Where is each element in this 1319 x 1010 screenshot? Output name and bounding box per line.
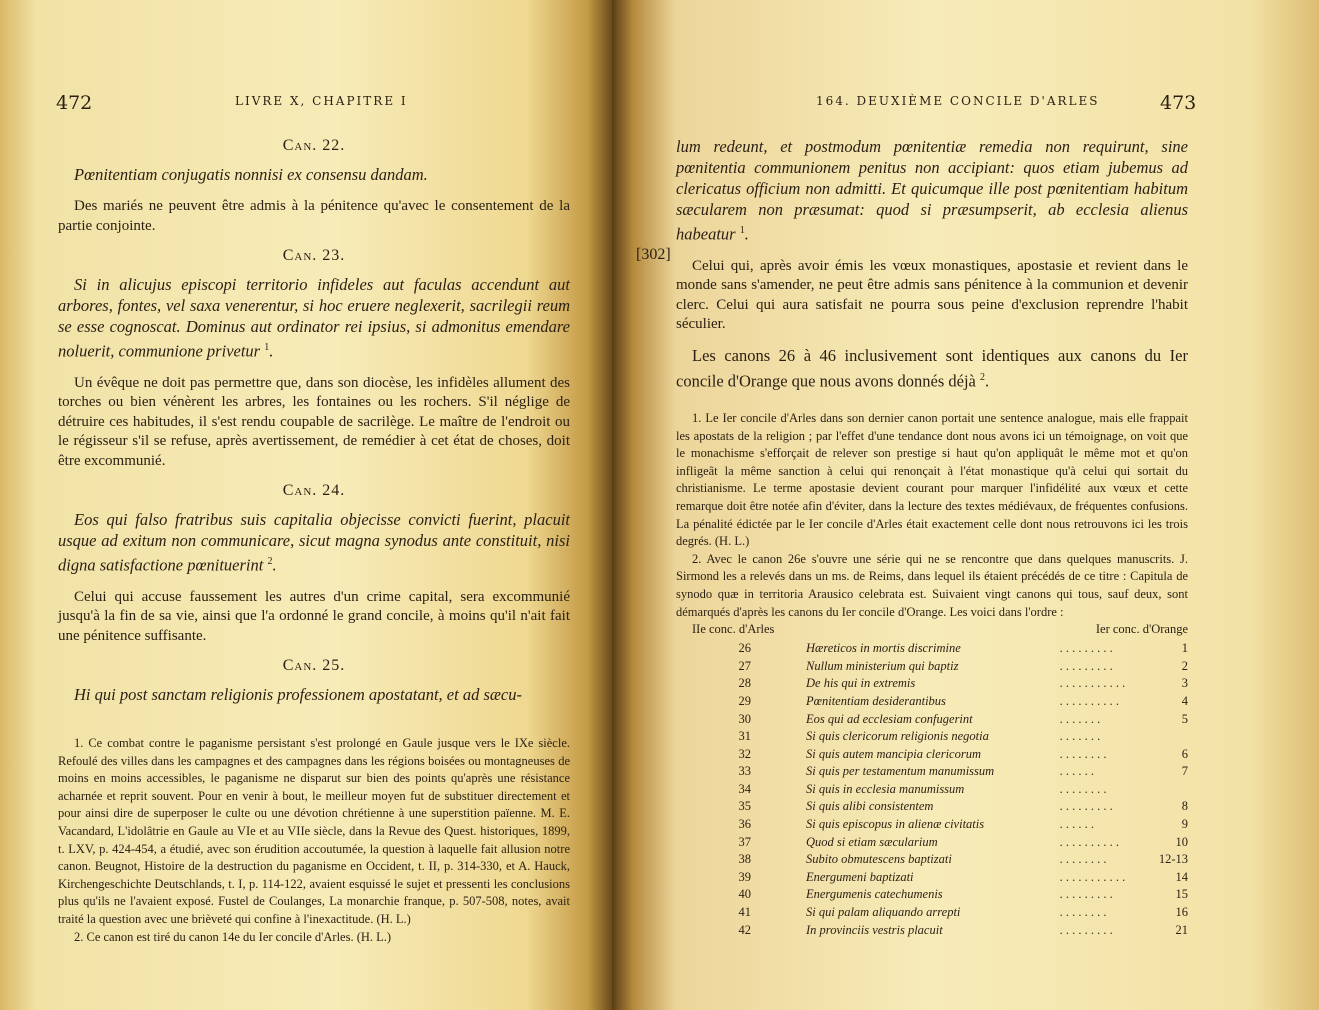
concordance-title: Eos qui ad ecclesiam confugerint bbox=[806, 711, 973, 726]
canon-25-french: Celui qui, après avoir émis les vœux monastiques, apostasie et revient dans le monde sans s'amender, ne peut être admis sans pénitence à la communion et devenir clerc. Celui qui aura satisfait ne pourra sous peine d'exclusion reprendre l'habit séculier. bbox=[676, 257, 1188, 332]
concordance-leader-dots: . . . . . . bbox=[1059, 764, 1094, 779]
concordance-title: Energumenis catechumenis bbox=[806, 887, 943, 902]
concordance-title: Energumeni baptizati bbox=[806, 869, 914, 884]
page-number-left: 472 bbox=[56, 92, 93, 114]
concordance-orange-number bbox=[1148, 781, 1188, 799]
concordance-title: Si quis in ecclesia manumissum bbox=[806, 781, 965, 796]
concordance-arles-number: 29 bbox=[738, 693, 751, 708]
concordance-row bbox=[676, 869, 1188, 887]
concordance-orange-number: 14 bbox=[1175, 869, 1188, 884]
concordance-header bbox=[676, 621, 1188, 638]
concordance-leader-dots: . . . . . . . . . bbox=[1059, 922, 1113, 937]
concordance-orange-number bbox=[1148, 728, 1188, 746]
concordance-title: Subito obmutescens baptizati bbox=[806, 852, 952, 867]
concordance-leader-dots: . . . . . . . . . . . bbox=[1059, 676, 1126, 691]
concordance-leader-dots: . . . . . . . . . bbox=[1059, 887, 1113, 902]
footnote-ref-1-right: 1 bbox=[739, 225, 745, 236]
concordance-row bbox=[676, 711, 1188, 729]
concordance-arles-number: 28 bbox=[738, 676, 751, 691]
concordance-arles-number: 33 bbox=[738, 764, 751, 779]
canon-22-french: Des mariés ne peuvent être admis à la pénitence qu'avec le consentement de la partie conjointe. bbox=[58, 198, 570, 234]
footnote-ref-1: 1 bbox=[264, 342, 270, 353]
canon-25-heading: Can. 25. bbox=[282, 657, 346, 674]
concordance-orange-number: 12-13 bbox=[1158, 852, 1188, 867]
concordance-orange-number: 5 bbox=[1181, 711, 1188, 726]
concordance-leader-dots: . . . . . . . . bbox=[1059, 905, 1107, 920]
concordance-leader-dots: . . . . . . . . bbox=[1059, 746, 1107, 761]
concordance-arles-number: 26 bbox=[738, 641, 751, 656]
concordance-leader-dots: . . . . . . . . . . bbox=[1059, 834, 1119, 849]
left-text-column bbox=[58, 136, 570, 946]
concordance-row bbox=[676, 728, 1188, 746]
concordance-leader-dots: . . . . . . bbox=[1059, 817, 1094, 832]
concordance-title: Hæreticos in mortis discrimine bbox=[806, 641, 961, 656]
concordance-leader-dots: . . . . . . . . . bbox=[1059, 799, 1113, 814]
concordance-orange-number: 21 bbox=[1175, 922, 1188, 937]
running-head-left: LIVRE X, CHAPITRE I bbox=[235, 94, 408, 108]
concordance-arles-number: 39 bbox=[738, 869, 751, 884]
canon-25-latin: Hi qui post sanctam religionis professionem apostatant, et ad sæcu- bbox=[74, 685, 522, 704]
concordance-row bbox=[676, 746, 1188, 764]
concordance-row bbox=[676, 904, 1188, 922]
concordance-row bbox=[676, 816, 1188, 834]
concordance-orange-number: 4 bbox=[1181, 693, 1188, 708]
concordance-title: Quod si etiam sæcularium bbox=[806, 834, 938, 849]
footnote-2-left: 2. Ce canon est tiré du canon 14e du Ier concile d'Arles. (H. L.) bbox=[74, 929, 392, 944]
concordance-orange-number: 1 bbox=[1181, 641, 1188, 656]
concordance-leader-dots: . . . . . . . . . bbox=[1059, 641, 1113, 656]
concordance-arles-number: 42 bbox=[738, 922, 751, 937]
concordance-leader-dots: . . . . . . . . . . bbox=[1059, 693, 1119, 708]
concordance-leader-dots: . . . . . . . bbox=[1059, 729, 1101, 744]
concordance-leader-dots: . . . . . . . . bbox=[1059, 852, 1107, 867]
concordance-arles-number: 40 bbox=[738, 887, 751, 902]
concordance-row bbox=[676, 886, 1188, 904]
concordance-arles-number: 36 bbox=[738, 817, 751, 832]
concordance-leader-dots: . . . . . . . . bbox=[1059, 781, 1107, 796]
concordance-orange-number: 6 bbox=[1181, 746, 1188, 761]
left-page bbox=[0, 0, 612, 1010]
footnote-2-right: 2. Avec le canon 26e s'ouvre une série qui ne se rencontre que dans quelques manuscrits. J. Sirmond les a relevés dans un ms. de Reims, dans lequel ils étaient précédés de ce titre : Capitula de synodo quæ in territoria Arausico celebrata est. Suivaient vingt canons qui tous, sauf deux, sont démarqués d'après les canons du Ier concile d'Orange. Les voici dans l'ordre : bbox=[676, 551, 1188, 619]
concordance-arles-number: 30 bbox=[738, 711, 751, 726]
concordance-arles-number: 32 bbox=[738, 746, 751, 761]
concordance-arles-number: 27 bbox=[738, 658, 751, 673]
footnote-ref-2-right: 2 bbox=[980, 371, 986, 383]
concordance-row bbox=[676, 798, 1188, 816]
canon-22-latin: Pœnitentiam conjugatis nonnisi ex consensu dandam. bbox=[74, 165, 428, 184]
concordance-row bbox=[676, 658, 1188, 676]
concordance-title: Si quis per testamentum manumissum bbox=[806, 764, 995, 779]
canon-24-heading: Can. 24. bbox=[282, 482, 346, 499]
concordance-table bbox=[676, 640, 1188, 939]
concordance-row bbox=[676, 763, 1188, 781]
concordance-row bbox=[676, 640, 1188, 658]
concordance-orange-number: 15 bbox=[1175, 887, 1188, 902]
concordance-title: Si quis alibi consistentem bbox=[806, 799, 934, 814]
concordance-leader-dots: . . . . . . . bbox=[1059, 711, 1101, 726]
concordance-row bbox=[676, 781, 1188, 799]
concordance-leader-dots: . . . . . . . . . bbox=[1059, 658, 1113, 673]
footnote-ref-2: 2 bbox=[267, 556, 273, 567]
concordance-arles-number: 41 bbox=[738, 905, 751, 920]
concordance-leader-dots: . . . . . . . . . . . bbox=[1059, 869, 1126, 884]
concordance-title: De his qui in extremis bbox=[806, 676, 916, 691]
concordance-arles-number: 35 bbox=[738, 799, 751, 814]
concordance-row bbox=[676, 693, 1188, 711]
canon-24-latin: Eos qui falso fratribus suis capitalia objecisse convicti fuerint, placuit usque ad exitum non communicare, sicut magna synodus ante constituit, nisi digna satisfactione pœnituerint $^2$. bbox=[58, 510, 570, 575]
canon-24-french: Celui qui accuse faussement les autres d'un crime capital, sera excommunié jusqu'à la fin de sa vie, ainsi que l'a ordonné le grand concile, à moins qu'il n'ait fait une pénitence suffisante. bbox=[58, 588, 570, 644]
concordance-arles-number: 31 bbox=[738, 729, 751, 744]
margin-page-reference: [302] bbox=[636, 246, 671, 263]
concordance-row bbox=[676, 834, 1188, 852]
concordance-arles-number: 37 bbox=[738, 834, 751, 849]
concordance-row bbox=[676, 851, 1188, 869]
concordance-title: In provinciis vestris placuit bbox=[806, 922, 943, 937]
concordance-title: Si qui palam aliquando arrepti bbox=[806, 905, 961, 920]
footnote-1-left: 1. Ce combat contre le paganisme persistant s'est prolongé en Gaule jusque vers le IXe siècle. Refoulé des villes dans les campagnes et des campagnes dans les régions boisées ou montagneuses de moins en moins accessibles, le paganisme ne disparut sur bien des points qu'après une résistance acharnée et reprit souvent. Pour en venir à bout, le meilleur moyen fut de substituer directement et pour ainsi dire de superposer le culte ou une dévotion chrétienne à une superstition païenne. M. E. Vacandard, L'idolâtrie en Gaule au VIe et au VIIe siècle, dans la Revue des Quest. historiques, 1899, t. LXV, p. 424-454, a étudié, avec son érudition accoutumée, la question à laquelle fait allusion notre canon. Beugnot, Histoire de la destruction du paganisme en Occident, t. II, p. 314-330, et A. Hauck, Kirchengeschichte Deutschlands, t. I, p. 114-122, avaient esquissé le sujet et pressenti les conclusions plus qu'ils ne l'avaient exposé. Fustel de Coulanges, La monarchie franque, p. 507-508, notes, avait traité la question avec une brièveté qui confine à l'inexactitude. (H. L.) bbox=[58, 736, 570, 926]
page-number-right: 473 bbox=[1160, 92, 1197, 114]
concordance-arles-number: 34 bbox=[738, 781, 751, 796]
canon-22-heading: Can. 22. bbox=[282, 137, 346, 154]
concordance-title: Si quis episcopus in alienæ civitatis bbox=[806, 817, 985, 832]
running-head-right: 164. DEUXIÈME CONCILE D'ARLES bbox=[816, 94, 1100, 108]
concordance-title: Si quis autem mancipia clericorum bbox=[806, 746, 981, 761]
concordance-orange-number: 2 bbox=[1181, 658, 1188, 673]
canon-23-latin: Si in alicujus episcopi territorio infideles aut faculas accendunt aut arbores, fontes, vel saxa venerentur, si hoc eruere neglexerit, sacrilegii reum se esse cognoscat. Dominus aut ordinator rei ipsius, si admonitus emendare noluerit, communione privetur $^1$. bbox=[58, 275, 570, 361]
right-text-column bbox=[676, 136, 1188, 939]
canon-23-heading: Can. 23. bbox=[282, 247, 346, 264]
concordance-orange-number: 3 bbox=[1181, 676, 1188, 691]
concordance-header-arles: IIe conc. d'Arles bbox=[692, 622, 775, 637]
concordance-orange-number: 8 bbox=[1181, 799, 1188, 814]
concordance-orange-number: 7 bbox=[1181, 764, 1188, 779]
concordance-title: Pœnitentiam desiderantibus bbox=[806, 693, 946, 708]
concordance-title: Si quis clericorum religionis negotia bbox=[806, 729, 989, 744]
canon-23-french: Un évêque ne doit pas permettre que, dans son diocèse, les infidèles allument des torches ou bien vénèrent les arbres, les fontaines ou les rochers. S'il néglige de détruire ces habitudes, il s'est rendu coupable de sacrilège. Le maître de l'endroit ou le régisseur s'il se refuse, après avertissement, de remédier à cet état de choses, doit être excommunié. bbox=[58, 374, 570, 469]
canon-25-latin-continued: lum redeunt, et postmodum pœnitentiæ remedia non requirunt, sine pœnitentia communionem penitus non accipiant: quos etiam jubemus ad clericatus officium non admitti. Et quicumque ille post pœnitentiam habitum sæcularem non præsumat: quod si præsumpserit, ab ecclesia alienus habeatur $^1$. bbox=[676, 137, 1188, 244]
concordance-header-orange: Ier conc. d'Orange bbox=[1095, 622, 1188, 637]
concordance-title: Nullum ministerium qui baptiz bbox=[806, 658, 959, 673]
concordance-row bbox=[676, 675, 1188, 693]
concordance-orange-number: 16 bbox=[1175, 905, 1188, 920]
concordance-row bbox=[676, 922, 1188, 940]
footnote-1-right: 1. Le Ier concile d'Arles dans son dernier canon portait une sentence analogue, mais elle frappait les apostats de la religion ; par l'effet d'une tendance dont nous avons ici un témoignage, on voit que le monachisme s'efforçait de relever son prestige si haut qu'on appliquât le même mot et qu'on infligeât la même sanction à celui qui renonçait à l'état monastique qu'à celui qui sortait du christianisme. Le terme apostasie devient courant pour marquer l'infidélité aux vœux et cette remarque doit être notée afin d'éviter, dans la lecture des textes médiévaux, de fréquentes confusions. La pénalité édictée par le Ier concile d'Arles était exactement celle dont nous retrouvons ici les trois degrés. (H. L.) bbox=[676, 411, 1188, 549]
canons-26-46-note: Les canons 26 à 46 inclusivement sont identiques aux canons du Ier concile d'Orange que nous avons donnés déjà $^2$. bbox=[676, 345, 1188, 390]
concordance-orange-number: 10 bbox=[1175, 834, 1188, 849]
concordance-arles-number: 38 bbox=[738, 852, 751, 867]
concordance-orange-number: 9 bbox=[1181, 817, 1188, 832]
